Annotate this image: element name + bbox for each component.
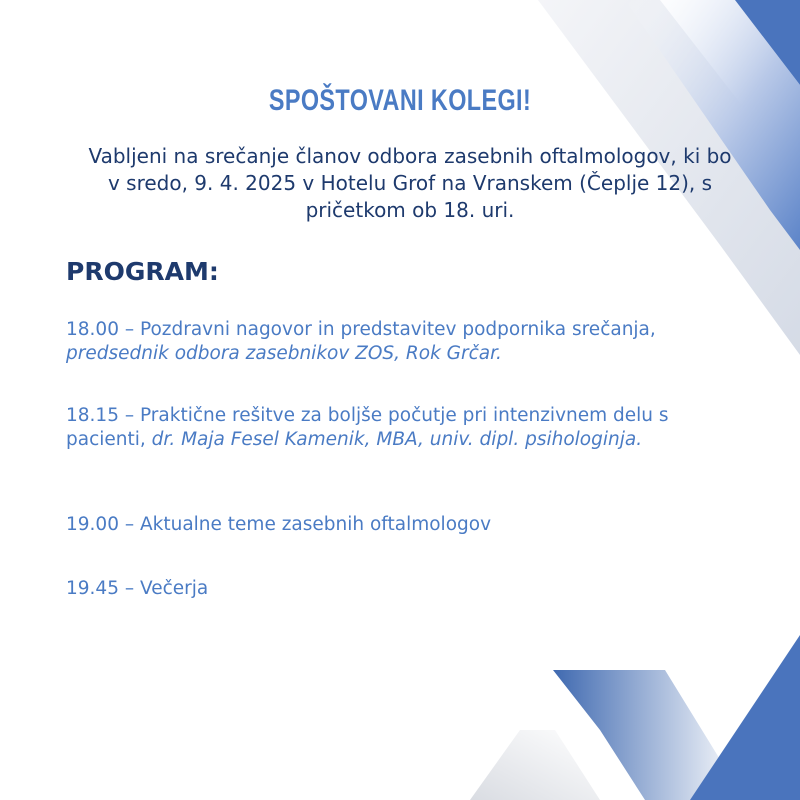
program-item-speaker: predsednik odbora zasebnikov ZOS, Rok Grčar. — [66, 343, 502, 364]
program-item — [66, 513, 736, 537]
bottom-right-blue-triangle — [690, 635, 800, 800]
program-item-text: 19.00 – Aktualne teme zasebnih oftalmologov — [66, 514, 492, 535]
program-item-text: 19.45 – Večerja — [66, 578, 209, 599]
program-item — [66, 577, 736, 601]
bottom-gray-shape — [470, 730, 600, 800]
program-item — [66, 318, 736, 366]
program-title: PROGRAM: — [66, 257, 219, 286]
program-item-speaker: dr. Maja Fesel Kamenik, MBA, univ. dipl. psihologinja. — [151, 429, 643, 450]
program-item-text: 18.00 – Pozdravni nagovor in predstavitev podpornika srečanja, — [66, 319, 656, 340]
invitation-text: Vabljeni na srečanje članov odbora zasebnih oftalmologov, ki bo v sredo, 9. 4. 2025 v Hotelu Grof na Vranskem (Čeplje 12), s pričetkom ob 18. uri. — [88, 144, 732, 222]
program-item — [66, 404, 736, 452]
program-item-text: 18.15 – Praktične rešitve za boljše počutje pri intenzivnem delu s pacienti, — [66, 405, 669, 450]
heading: SPOŠTOVANI KOLEGI! — [268, 84, 532, 117]
